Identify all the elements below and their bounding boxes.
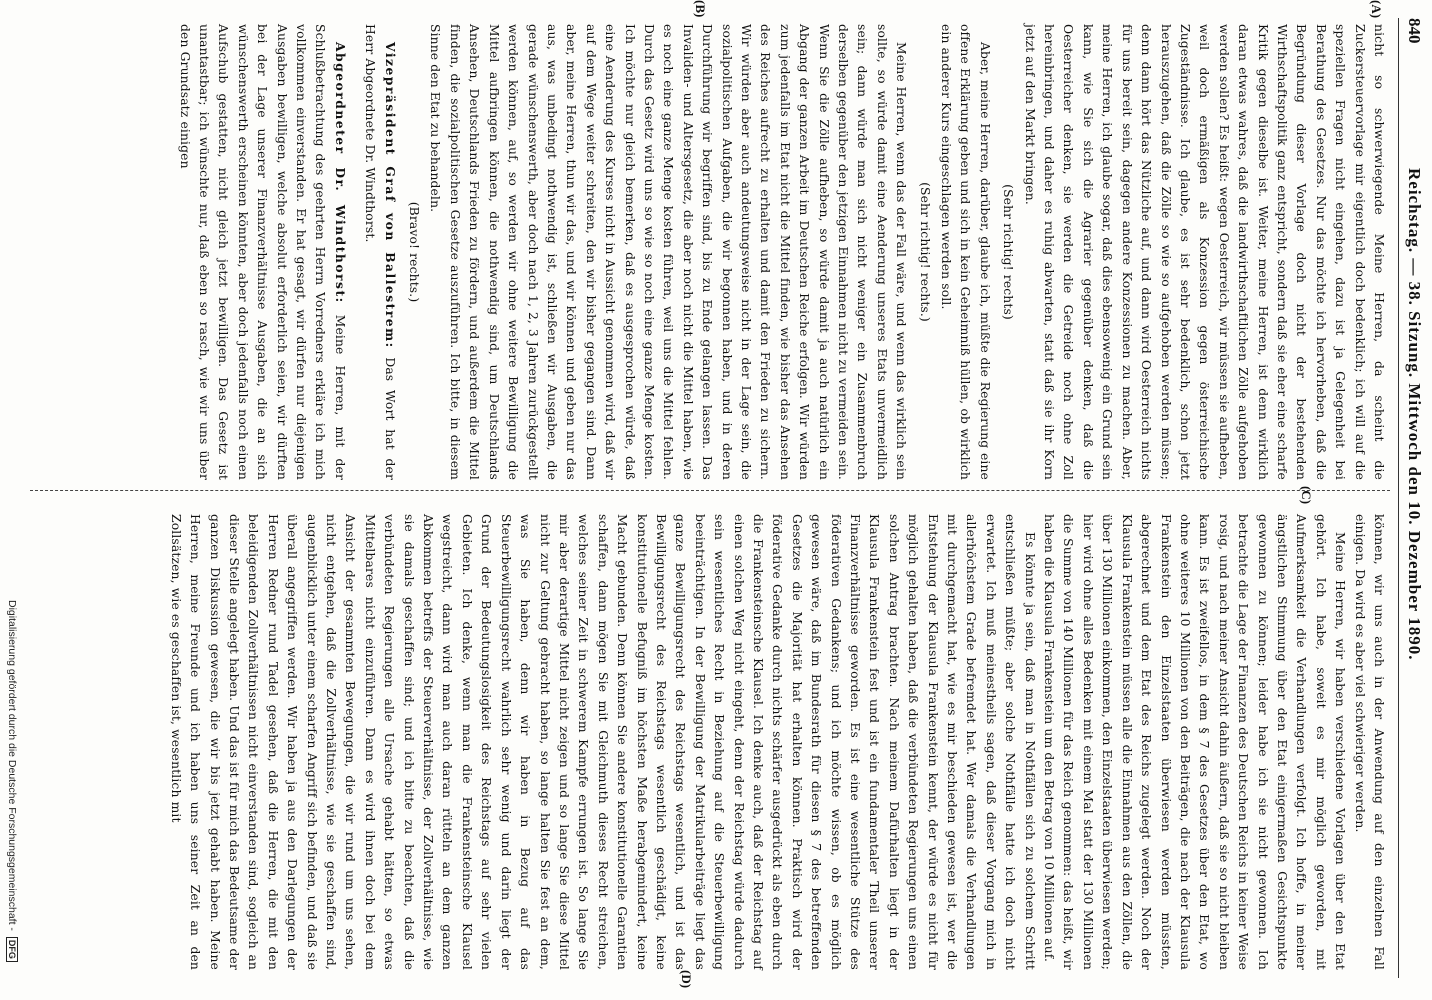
page-number: 840: [1405, 18, 1424, 44]
column-divider: [30, 490, 1390, 491]
margin-marker-a: (A): [1369, 0, 1384, 19]
margin-marker-c: (C): [1299, 486, 1314, 505]
speaker-text: Meine Herren, mit der Schlußbetrachtung des geehrten Herrn Vorredners erkläre ich mich vollkommen einverstanden. Er hat gesagt, wir dürfen nur diejenigen Ausgaben bewilligen, welche absolut erforderlich seien, wir dürften bei der Lage unserer Finanzverhältnisse Ausgaben, die an sich wünschenswerth erscheinen könnten, aber doch jedenfalls noch einen Aufschub gestatten, nicht gleich jetzt bewilligen. Das Gesetz ist unantastbar; ich wünschte nur, daß eben so rasch, wie wir uns über den Grundsatz einigen: [177, 24, 347, 480]
page-header: [1402, 18, 1424, 978]
left-paragraph-4: [360, 24, 400, 480]
digitization-footer: [6, 600, 18, 962]
margin-marker-d: (D): [679, 970, 694, 989]
left-paragraph-5: [174, 24, 350, 480]
speaker-name: Abgeordneter Dr. Windthorst:: [332, 42, 348, 304]
right-paragraph-1: können, wir uns auch in der Anwendung auf den einzelnen Fall einigen. Da wird es aber viel schwieriger werden.: [1352, 514, 1386, 970]
digitization-note: Digitalisierung gefördert durch die Deutsche Forschungsgemeinschaft -: [6, 600, 18, 931]
left-paragraph-3: Meine Herren, wenn das der Fall wäre, und wenn das wirklich sein sollte, so würde damit eine Aenderung unseres Etats unvermeidlich sein; dann würde man sich nicht weniger ein Zusammenbruch derselben gegenüber den jetzigen Einnahmen nicht zu vermeiden sein. Wenn Sie die Zölle aufheben, so würde damit ja auch natürlich ein Abgang der ganzen Arbeit im Deutschen Reiche erfolgen. Wir würden zum jedenfalls im Etat nicht die Mittel finden, wie bisher das Ansehen des Reiches aufrecht zu erhalten und damit den Frieden zu sichern. Wir würden aber auch andeutungsweise nicht in der Lage sein, die sozialpolitischen Aufgaben, die wir begonnen haben, und in deren Durchführung wir begriffen sind, bis zu Ende gelangen lassen. Das Invaliden- und Altersgesetz, die aber noch nicht die Mittel haben, wie es noch eine ganze Menge kosten führen, weil uns die Mittel fehlen. Durch das Gesetz wird uns so wie so noch eine ganze Menge kosten. Ich möchte nur gleich bemerken, daß es ausgesprochen würde, daß eine Aenderung des Kurses nicht in Aussicht genommen wird, daß wir auf dem Wege weiter schreiten, den wir bisher gegangen sind. Dann aber, meine Herren, thun wir das, und wir können und geben nur das aus, was unbedingt nothwendig ist, schließen wir Ausgaben, die gerade wünschenswerth, aber doch nach 1, 2, 3 Jahren zurückgestellt werden können, auf, so werden wir ohne weitere Bewilligung die Mittel aufbringen können, die nothwendig sind, um Deutschlands Ansehen, Deutschlands Frieden zu fördern, und außerdem die Mittel finden, die sozialpolitischen Gesetze auszuführen. Ich bitte, in diesem Sinne den Etat zu behandeln.: [428, 24, 909, 480]
left-paragraph-1: nicht so schwerwiegende Meine Herren, da scheint die Zuckersteuervorlage mir eigentlich doch bedenklich; ich will auf die speziellen Fragen nicht eingehen, dazu ist ja Gelegenheit bei Berathung des Gesetzes. Nur das möchte ich hervorheben, daß die Begründung dieser Vorlage doch nicht der bestehenden Wirthschaftspolitik ganz entspricht, sondern daß sie eher eine scharfe Kritik gegen dieselbe ist. Weiter, meine Herren, ist denn wirklich daran etwas wahres, daß die landwirthschaftlichen Zölle aufgehoben werden sollen? Es heißt: wegen Oesterreich, wir müssen sie aufheben, weil doch ermäßigen als Konzession gegen österreichische Zugeständnisse. Ich glaube, es ist sehr bedenklich, schon jetzt herauszugehen, daß die Zölle so wie so aufgehoben werden müssen; denn dann hört das Nützliche auf, und dann wird Oesterreich nichts für uns bereit sein, dagegen andere Konzessionen zu machen. Aber, meine Herren, ich glaube sogar, daß dies ebensowenig ein Grund sein kann, wie Sie sich die Agrarier gegenüber denken, daß die Oesterreicher denken, sie werden die Getreide noch ohne Zoll hereinbringen, und daher es ruhig abwarten, statt daß sie ihr Korn jetzt auf den Markt bringen.: [1022, 24, 1386, 480]
header-rule: [1398, 18, 1399, 978]
margin-marker-b: (B): [693, 0, 708, 18]
right-paragraph-3: Es könnte ja sein, daß man in Nothfällen sich zu solchem Schritt entschließen müßte; aber solche Nothfälle hatte ich doch nicht erwartet. Ich muß meinestheils sagen, daß dieser Vorgang mich in allerhöchstem Grade befremdet hat. Wer damals die Verhandlungen mit durchgemacht hat, wie es mir beschieden gewesen ist, wer die Entstehung der Klausula Frankenstein kennt, der würde es nicht für möglich gehalten haben, daß die verbündeten Regierungen uns einen solchen Antrag brachten. Nach meinem Dafürhalten liegt in der Klausula Frankenstein fest und ist ein fundamentaler Theil unserer Finanzverhältnisse geworden. Es ist eine wesentliche Stütze des föderativen Gedankens; und ich möchte wissen, ob es möglich gewesen wäre, daß im Bundesrath für diesen § 7 des betreffenden Gesetzes die Majorität hat erhalten können. Praktisch wird der föderative Gedanke durch nichts schärfer ausgedrückt als eben durch die Frankensteinsche Klausel. Ich denke auch, daß der Reichstag auf einen solchen Weg nicht eingeht, denn der Reichstag würde dadurch sein wesentliches Recht in Beziehung auf die Steuerbewilligung beeinträchtigen. In der Bewilligung der Matrikularbeiträge liegt das ganze Bewilligungsrecht des Reichstags wesentlich, und ist das Bewilligungsrecht des Reichstags wesentlich geschädigt, keine konstitutionelle Befugniß im höchsten Maße herabgemindert, keine Macht gebunden. Denn können Sie andere konstitutionelle Garantien schaffen, dann mögen Sie mit Gleichmuth dieses Recht streichen, welches seiner Zeit in schwerem Kampfe errungen ist. So lange Sie mir aber derartige Mittel nicht zeigen und so lange Sie diese Mittel nicht zur Geltung gebracht haben, so lange halten Sie fest an dem, was Sie haben, denn wir haben in Bezug auf das Steuerbewilligungsrecht wahrlich sehr wenig und darin liegt der Grund der Bedeutungslosigkeit des Reichstags auf sehr vielen Gebieten. Ich denke, wenn man die Frankensteinsche Klausel wegstreicht, dann wird man auch daran rütteln an dem ganzen Abkommen betreffs der Steuerverhältnisse, der Zollverhältnisse, wie sie damals geschaffen sind; und ich bitte zu beachten, daß die verbündeten Regierungen alle Ursache gehabt hätten, so etwas Mittelbares nicht einzuführen. Dann es wird ihnen doch bei dem Ansicht der gesammten Bewegungen, die wir rund um uns sehen, nicht entgehen, daß die Zollverhältnisse, wie sie geschaffen sind, augenblicklich unter einem scharfen Angriff sich befinden, und daß sie überall angegriffen werden. Wir haben ja aus den Darlegungen der Herren Redner rund Tadel gesehen, daß die Herren, die mit den beleidigenden Zollverhältnissen nicht einverstanden sind, sogleich an dieser Stelle angelegt haben. Und das ist für mich das Bedeutsame der ganzen Diskussion gewesen, die wir bis jetzt gehabt haben. Meine Herren, meine Freunde und ich haben uns seiner Zeit an den Zollsätzen, wie es geschaffen ist, wesentlich mit: [168, 514, 1037, 970]
page-title: Reichstag. — 38. Sitzung. Mittwoch den 10. Dezember 1890.: [1405, 168, 1424, 661]
paragraph-gap: [350, 24, 360, 480]
right-paragraph-2: Meine Herren, wir haben verschiedene Vorlagen über den Etat gehört. Ich habe, soweit es mir möglich geworden, mit Aufmerksamkeit die Verhandlungen verfolgt. Ich hoffe, in meiner ängstlichen Stimmung über den Etat einigermaßen Gesichtspunkte gewonnen zu können; leider habe ich sie nicht gewonnen. Ich betrachte die Lage der Finanzen des Deutschen Reichs in keiner Weise rosig, und nach meiner Ansicht dahin äußern, daß sie so nicht bleiben kann. Es ist zweifellos, in dem § 7 des Gesetzes über den Etat, wo ohne weiteres 10 Millionen von den Beiträgen, die nach der Klausula Frankenstein den Einzelstaaten überwiesen werden müssten, abgerechnet und dem Etat des Reichs zugelegt werden. Noch der Klausula Frankenstein müssen alle die Einnahmen aus den Zöllen, die über 130 Millionen einkommen, den Einzelstaaten überwiesen werden; hier wird ohne alles Bedenken mit einem Mal statt der 130 Millionen die Summe von 140 Millionen für das Reich genommen: das heißt, wir haben die Klausula Frankenstein um den Betrag von 10 Millionen auf.: [1042, 514, 1348, 970]
left-column: [174, 24, 1388, 480]
dfg-logo: DFG: [6, 937, 18, 962]
left-remark-1: (Sehr richtig! rechts): [1001, 184, 1016, 320]
right-column: [165, 514, 1388, 970]
left-remark-3: (Bravo! rechts.): [407, 201, 422, 303]
speaker-name: Vizepräsident Graf von Ballestrem:: [382, 42, 398, 349]
speaker-text: Das Wort hat der Herr Abgeordnete Dr. Windthorst.: [363, 24, 397, 481]
left-paragraph-2: Aber, meine Herren, darüber, glaube ich, müßte die Regierung eine offene Erklärung geben und sich in kein Geheimniß hüllen, ob wirklich ein anderer Kurs eingeschlagen werden soll.: [939, 24, 992, 480]
left-remark-2: (Sehr richtig! rechts.): [917, 182, 932, 322]
